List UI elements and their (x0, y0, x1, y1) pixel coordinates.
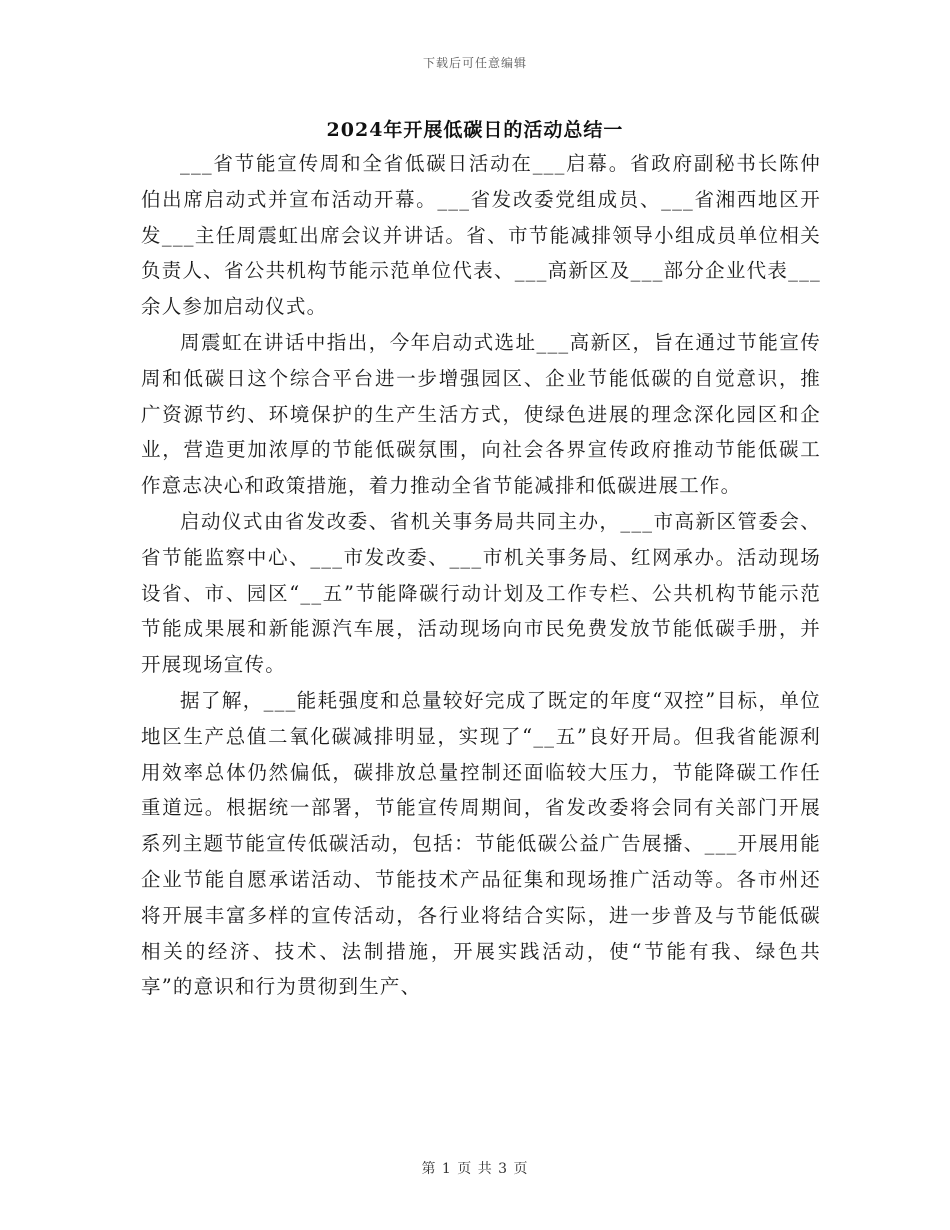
paragraph: 据了解，___能耗强度和总量较好完成了既定的年度“双控”目标，单位地区生产总值二氧化碳减排明显，实现了“__五”良好开局。但我省能源利用效率总体仍然偏低，碳排放总量控制还面临较大压力，节能降碳工作任重道远。根据统一部署，节能宣传周期间，省发改委将会同有关部门开展系列主题节能宣传低碳活动，包括：节能低碳公益广告展播、___开展用能企业节能自愿承诺活动、节能技术产品征集和现场推广活动等。各市州还将开展丰富多样的宣传活动，各行业将结合实际，进一步普及与节能低碳相关的经济、技术、法制措施，开展实践活动，使“节能有我、绿色共享”的意识和行为贯彻到生产、 (141, 688, 821, 999)
document-body (141, 146, 821, 1005)
header-note: 下载后可任意编辑 (422, 56, 527, 70)
page-number-footer: 第 1 页 共 3 页 (421, 1161, 529, 1177)
paragraph: ___省节能宣传周和全省低碳日活动在___启幕。省政府副秘书长陈仲伯出席启动式并宣布活动开幕。___省发改委党组成员、___省湘西地区开发___主任周震虹出席会议并讲话。省、市节能减排领导小组成员单位相关负责人、省公共机构节能示范单位代表、___高新区及___部分企业代表___余人参加启动仪式。 (141, 152, 821, 319)
paragraph: 启动仪式由省发改委、省机关事务局共同主办，___市高新区管委会、省节能监察中心、___市发改委、___市机关事务局、红网承办。活动现场设省、市、园区“__五”节能降碳行动计划及工作专栏、公共机构节能示范节能成果展和新能源汽车展，活动现场向市民免费发放节能低碳手册，并开展现场宣传。 (141, 509, 821, 677)
paragraph: 周震虹在讲话中指出，今年启动式选址___高新区，旨在通过节能宣传周和低碳日这个综合平台进一步增强园区、企业节能低碳的自觉意识，推广资源节约、环境保护的生产生活方式，使绿色进展的理念深化园区和企业，营造更加浓厚的节能低碳氛围，向社会各界宣传政府推动节能低碳工作意志决心和政策措施，着力推动全省节能减排和低碳进展工作。 (141, 330, 821, 498)
document-title: 2024年开展低碳日的活动总结一 (326, 119, 624, 141)
